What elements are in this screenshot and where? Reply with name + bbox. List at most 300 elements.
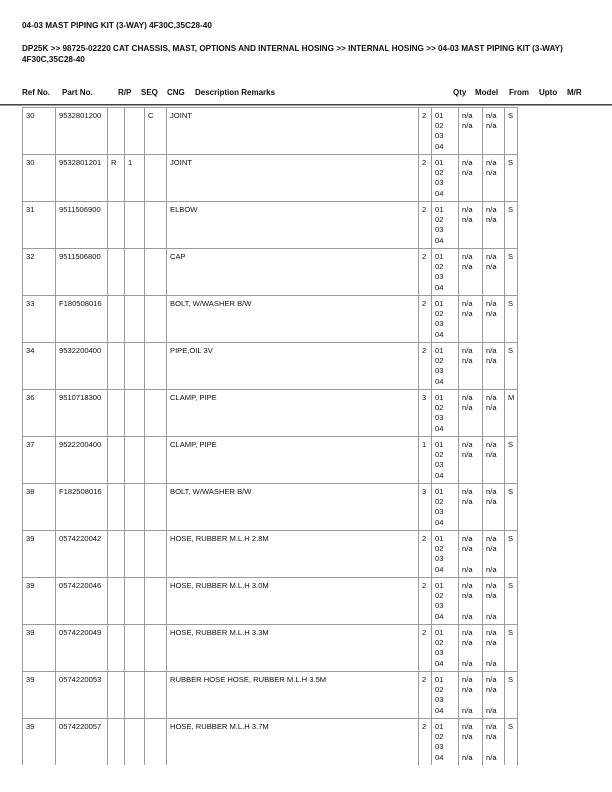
table-row bbox=[23, 578, 518, 625]
cell-model bbox=[432, 202, 459, 249]
cell-part: 9532801201 bbox=[56, 155, 108, 202]
cell-qty: 2 bbox=[419, 672, 432, 719]
model-value: 02 bbox=[435, 638, 444, 648]
cell-mr: S bbox=[505, 578, 518, 625]
cell-ref: 39 bbox=[23, 531, 56, 578]
cell-desc: HOSE, RUBBER M.L.H 2.8M bbox=[167, 531, 419, 578]
from-value: n/a bbox=[462, 685, 473, 695]
upto-value: n/a bbox=[486, 346, 497, 355]
upto-value: n/a bbox=[486, 121, 497, 131]
cell-cng bbox=[145, 202, 167, 249]
table-row bbox=[23, 672, 518, 719]
cell-model bbox=[432, 296, 459, 343]
col-rp: R/P bbox=[118, 88, 132, 97]
cell-upto bbox=[483, 390, 505, 437]
cell-desc: HOSE, RUBBER M.L.H 3.7M bbox=[167, 719, 419, 766]
upto-value bbox=[486, 283, 501, 293]
cell-seq: 1 bbox=[125, 155, 145, 202]
cell-qty: 2 bbox=[419, 155, 432, 202]
cell-ref: 33 bbox=[23, 296, 56, 343]
table-row bbox=[23, 484, 518, 531]
upto-value: n/a bbox=[486, 611, 497, 621]
cell-from bbox=[459, 578, 483, 625]
table-row bbox=[23, 343, 518, 390]
from-value: n/a bbox=[462, 309, 473, 319]
table-row bbox=[23, 202, 518, 249]
from-value bbox=[462, 131, 479, 141]
from-value bbox=[462, 189, 479, 199]
cell-model bbox=[432, 390, 459, 437]
model-value: 04 bbox=[435, 611, 444, 621]
cell-from bbox=[459, 202, 483, 249]
cell-seq bbox=[125, 249, 145, 296]
from-value bbox=[462, 272, 479, 282]
model-value: 04 bbox=[435, 376, 444, 386]
cell-cng bbox=[145, 672, 167, 719]
model-value: 02 bbox=[435, 403, 444, 413]
from-value: n/a bbox=[462, 393, 473, 402]
cell-part: 0574220046 bbox=[56, 578, 108, 625]
cell-from bbox=[459, 531, 483, 578]
upto-value: n/a bbox=[486, 752, 497, 762]
from-value: n/a bbox=[462, 440, 473, 449]
cell-ref: 39 bbox=[23, 672, 56, 719]
model-value: 04 bbox=[435, 752, 444, 762]
table-row bbox=[23, 108, 518, 155]
cell-desc: BOLT, W/WASHER B/W bbox=[167, 296, 419, 343]
model-value: 02 bbox=[435, 215, 444, 225]
model-value: 02 bbox=[435, 497, 444, 507]
from-value bbox=[462, 225, 479, 235]
upto-value bbox=[486, 695, 501, 705]
cell-seq bbox=[125, 390, 145, 437]
cell-from bbox=[459, 484, 483, 531]
cell-rp bbox=[108, 390, 125, 437]
cell-seq bbox=[125, 202, 145, 249]
from-value: n/a bbox=[462, 628, 473, 637]
col-upto: Upto bbox=[539, 88, 558, 97]
cell-rp bbox=[108, 343, 125, 390]
col-from: From bbox=[509, 88, 529, 97]
cell-qty: 2 bbox=[419, 108, 432, 155]
cell-cng bbox=[145, 343, 167, 390]
cell-qty: 3 bbox=[419, 390, 432, 437]
table-header bbox=[0, 88, 612, 100]
upto-value: n/a bbox=[486, 309, 497, 319]
cell-qty: 2 bbox=[419, 249, 432, 296]
upto-value bbox=[486, 742, 501, 752]
cell-seq bbox=[125, 437, 145, 484]
cell-mr: S bbox=[505, 625, 518, 672]
upto-value bbox=[486, 142, 501, 152]
model-value: 03 bbox=[435, 131, 444, 141]
cell-qty: 2 bbox=[419, 578, 432, 625]
model-value: 03 bbox=[435, 460, 444, 470]
upto-value: n/a bbox=[486, 534, 497, 543]
col-part-no: Part No. bbox=[62, 88, 93, 97]
model-value: 02 bbox=[435, 309, 444, 319]
model-value: 04 bbox=[435, 705, 444, 715]
cell-mr: S bbox=[505, 484, 518, 531]
cell-model bbox=[432, 108, 459, 155]
upto-value bbox=[486, 272, 501, 282]
from-value bbox=[462, 424, 479, 434]
cell-desc: JOINT bbox=[167, 108, 419, 155]
upto-value: n/a bbox=[486, 205, 497, 214]
upto-value: n/a bbox=[486, 393, 497, 402]
from-value bbox=[462, 460, 479, 470]
from-value: n/a bbox=[462, 638, 473, 648]
cell-from bbox=[459, 343, 483, 390]
upto-value: n/a bbox=[486, 403, 497, 413]
breadcrumb: DP25K >> 98725-02220 CAT CHASSIS, MAST, OPTIONS AND INTERNAL HOSING >> INTERNAL HOSING >> 04-03 MAST PIPING KIT (3-WAY) 4F30C,35C28-40 bbox=[22, 44, 563, 64]
cell-ref: 30 bbox=[23, 108, 56, 155]
parts-table bbox=[22, 107, 518, 765]
cell-qty: 1 bbox=[419, 437, 432, 484]
table-row bbox=[23, 625, 518, 672]
model-value: 04 bbox=[435, 658, 444, 668]
cell-rp bbox=[108, 437, 125, 484]
cell-rp bbox=[108, 296, 125, 343]
cell-model bbox=[432, 155, 459, 202]
cell-cng bbox=[145, 155, 167, 202]
from-value: n/a bbox=[462, 544, 473, 554]
model-value: 04 bbox=[435, 517, 444, 527]
cell-seq bbox=[125, 108, 145, 155]
from-value: n/a bbox=[462, 111, 473, 120]
cell-upto bbox=[483, 484, 505, 531]
from-value bbox=[462, 142, 479, 152]
cell-model bbox=[432, 719, 459, 766]
cell-part: 0574220049 bbox=[56, 625, 108, 672]
cell-ref: 31 bbox=[23, 202, 56, 249]
cell-upto bbox=[483, 296, 505, 343]
cell-from bbox=[459, 437, 483, 484]
cell-model bbox=[432, 249, 459, 296]
model-value: 01 bbox=[435, 205, 444, 214]
cell-part: 9522200400 bbox=[56, 437, 108, 484]
model-value: 04 bbox=[435, 282, 444, 292]
cell-mr: S bbox=[505, 296, 518, 343]
upto-value bbox=[486, 471, 501, 481]
cell-cng bbox=[145, 484, 167, 531]
cell-seq bbox=[125, 578, 145, 625]
model-value: 03 bbox=[435, 742, 444, 752]
model-value: 03 bbox=[435, 225, 444, 235]
cell-desc: CLAMP, PIPE bbox=[167, 437, 419, 484]
cell-mr: S bbox=[505, 672, 518, 719]
cell-upto bbox=[483, 155, 505, 202]
model-value: 03 bbox=[435, 319, 444, 329]
cell-upto bbox=[483, 343, 505, 390]
from-value bbox=[462, 742, 479, 752]
cell-rp bbox=[108, 719, 125, 766]
upto-value: n/a bbox=[486, 497, 497, 507]
upto-value bbox=[486, 554, 501, 564]
cell-qty: 2 bbox=[419, 719, 432, 766]
cell-upto bbox=[483, 531, 505, 578]
upto-value bbox=[486, 366, 501, 376]
cell-mr: S bbox=[505, 719, 518, 766]
from-value: n/a bbox=[462, 722, 473, 731]
cell-ref: 39 bbox=[23, 625, 56, 672]
cell-rp bbox=[108, 578, 125, 625]
cell-seq bbox=[125, 625, 145, 672]
from-value: n/a bbox=[462, 262, 473, 272]
page-title: 04-03 MAST PIPING KIT (3-WAY) 4F30C,35C28-40 bbox=[22, 21, 212, 30]
cell-model bbox=[432, 672, 459, 719]
col-ref-no: Ref No. bbox=[22, 88, 50, 97]
cell-part: 9511506800 bbox=[56, 249, 108, 296]
model-value: 03 bbox=[435, 272, 444, 282]
cell-cng bbox=[145, 625, 167, 672]
from-value: n/a bbox=[462, 403, 473, 413]
cell-ref: 34 bbox=[23, 343, 56, 390]
upto-value bbox=[486, 236, 501, 246]
from-value bbox=[462, 601, 479, 611]
from-value bbox=[462, 554, 479, 564]
col-mr: M/R bbox=[567, 88, 582, 97]
model-value: 03 bbox=[435, 601, 444, 611]
model-value: 01 bbox=[435, 440, 444, 449]
cell-part: 0574220053 bbox=[56, 672, 108, 719]
from-value: n/a bbox=[462, 168, 473, 178]
from-value bbox=[462, 236, 479, 246]
from-value: n/a bbox=[462, 581, 473, 590]
cell-upto bbox=[483, 672, 505, 719]
from-value: n/a bbox=[462, 346, 473, 355]
from-value bbox=[462, 366, 479, 376]
model-value: 04 bbox=[435, 235, 444, 245]
cell-qty: 2 bbox=[419, 343, 432, 390]
cell-ref: 38 bbox=[23, 484, 56, 531]
cell-cng bbox=[145, 531, 167, 578]
from-value: n/a bbox=[462, 591, 473, 601]
upto-value: n/a bbox=[486, 658, 497, 668]
model-value: 01 bbox=[435, 628, 444, 637]
cell-upto bbox=[483, 108, 505, 155]
cell-rp bbox=[108, 484, 125, 531]
cell-rp bbox=[108, 202, 125, 249]
model-value: 01 bbox=[435, 252, 444, 261]
model-value: 03 bbox=[435, 366, 444, 376]
from-value bbox=[462, 178, 479, 188]
upto-value: n/a bbox=[486, 628, 497, 637]
model-value: 04 bbox=[435, 141, 444, 151]
cell-upto bbox=[483, 625, 505, 672]
model-value: 03 bbox=[435, 413, 444, 423]
cell-upto bbox=[483, 249, 505, 296]
cell-desc: PIPE,OIL 3V bbox=[167, 343, 419, 390]
upto-value: n/a bbox=[486, 158, 497, 167]
table-row bbox=[23, 155, 518, 202]
cell-ref: 39 bbox=[23, 719, 56, 766]
upto-value: n/a bbox=[486, 732, 497, 742]
upto-value bbox=[486, 330, 501, 340]
model-value: 04 bbox=[435, 188, 444, 198]
model-value: 03 bbox=[435, 554, 444, 564]
cell-rp bbox=[108, 625, 125, 672]
model-value: 03 bbox=[435, 178, 444, 188]
cell-from bbox=[459, 249, 483, 296]
model-value: 04 bbox=[435, 423, 444, 433]
upto-value bbox=[486, 424, 501, 434]
cell-rp: R bbox=[108, 155, 125, 202]
upto-value bbox=[486, 319, 501, 329]
upto-value bbox=[486, 225, 501, 235]
col-model: Model bbox=[475, 88, 499, 97]
cell-from bbox=[459, 155, 483, 202]
cell-cng bbox=[145, 578, 167, 625]
cell-model bbox=[432, 578, 459, 625]
cell-cng bbox=[145, 296, 167, 343]
from-value bbox=[462, 471, 479, 481]
from-value: n/a bbox=[462, 158, 473, 167]
upto-value bbox=[486, 131, 501, 141]
cell-mr: S bbox=[505, 108, 518, 155]
model-value: 01 bbox=[435, 581, 444, 590]
model-value: 03 bbox=[435, 507, 444, 517]
from-value: n/a bbox=[462, 356, 473, 366]
upto-value: n/a bbox=[486, 356, 497, 366]
model-value: 02 bbox=[435, 544, 444, 554]
upto-value bbox=[486, 601, 501, 611]
upto-value bbox=[486, 507, 501, 517]
cell-rp bbox=[108, 531, 125, 578]
from-value: n/a bbox=[462, 299, 473, 308]
cell-mr: S bbox=[505, 437, 518, 484]
cell-part: 0574220057 bbox=[56, 719, 108, 766]
cell-desc: BOLT, W/WASHER B/W bbox=[167, 484, 419, 531]
from-value bbox=[462, 283, 479, 293]
from-value: n/a bbox=[462, 121, 473, 131]
upto-value: n/a bbox=[486, 215, 497, 225]
cell-rp bbox=[108, 672, 125, 719]
cell-from bbox=[459, 108, 483, 155]
cell-seq bbox=[125, 296, 145, 343]
model-value: 02 bbox=[435, 262, 444, 272]
model-value: 01 bbox=[435, 722, 444, 731]
upto-value: n/a bbox=[486, 544, 497, 554]
table-row bbox=[23, 390, 518, 437]
model-value: 01 bbox=[435, 346, 444, 355]
cell-cng bbox=[145, 390, 167, 437]
cell-upto bbox=[483, 202, 505, 249]
model-value: 02 bbox=[435, 450, 444, 460]
upto-value: n/a bbox=[486, 705, 497, 715]
model-value: 03 bbox=[435, 695, 444, 705]
upto-value bbox=[486, 178, 501, 188]
cell-cng bbox=[145, 249, 167, 296]
from-value: n/a bbox=[462, 450, 473, 460]
cell-mr: S bbox=[505, 155, 518, 202]
table-row bbox=[23, 296, 518, 343]
upto-value: n/a bbox=[486, 450, 497, 460]
cell-rp bbox=[108, 108, 125, 155]
from-value: n/a bbox=[462, 732, 473, 742]
cell-upto bbox=[483, 437, 505, 484]
upto-value: n/a bbox=[486, 675, 497, 684]
upto-value: n/a bbox=[486, 722, 497, 731]
table-row bbox=[23, 719, 518, 766]
cell-ref: 39 bbox=[23, 578, 56, 625]
model-value: 01 bbox=[435, 299, 444, 308]
cell-qty: 2 bbox=[419, 202, 432, 249]
cell-desc: JOINT bbox=[167, 155, 419, 202]
model-value: 01 bbox=[435, 158, 444, 167]
upto-value: n/a bbox=[486, 111, 497, 120]
model-value: 03 bbox=[435, 648, 444, 658]
upto-value bbox=[486, 518, 501, 528]
cell-ref: 37 bbox=[23, 437, 56, 484]
cell-qty: 3 bbox=[419, 484, 432, 531]
from-value: n/a bbox=[462, 252, 473, 261]
cell-desc: CLAMP, PIPE bbox=[167, 390, 419, 437]
model-value: 01 bbox=[435, 111, 444, 120]
model-value: 04 bbox=[435, 329, 444, 339]
upto-value: n/a bbox=[486, 591, 497, 601]
from-value: n/a bbox=[462, 534, 473, 543]
upto-value: n/a bbox=[486, 440, 497, 449]
from-value: n/a bbox=[462, 497, 473, 507]
cell-desc: CAP bbox=[167, 249, 419, 296]
from-value bbox=[462, 695, 479, 705]
cell-qty: 2 bbox=[419, 625, 432, 672]
from-value: n/a bbox=[462, 752, 473, 762]
from-value: n/a bbox=[462, 205, 473, 214]
cell-from bbox=[459, 296, 483, 343]
upto-value: n/a bbox=[486, 262, 497, 272]
cell-qty: 2 bbox=[419, 531, 432, 578]
col-seq: SEQ bbox=[141, 88, 158, 97]
model-value: 01 bbox=[435, 393, 444, 402]
upto-value: n/a bbox=[486, 685, 497, 695]
cell-cng: C bbox=[145, 108, 167, 155]
table-row bbox=[23, 437, 518, 484]
cell-model bbox=[432, 437, 459, 484]
cell-seq bbox=[125, 484, 145, 531]
cell-mr: S bbox=[505, 202, 518, 249]
table-row bbox=[23, 249, 518, 296]
upto-value: n/a bbox=[486, 487, 497, 496]
from-value: n/a bbox=[462, 611, 473, 621]
cell-model bbox=[432, 531, 459, 578]
from-value bbox=[462, 648, 479, 658]
col-cng: CNG bbox=[167, 88, 185, 97]
cell-model bbox=[432, 625, 459, 672]
cell-desc: HOSE, RUBBER M.L.H 3.0M bbox=[167, 578, 419, 625]
cell-mr: S bbox=[505, 531, 518, 578]
from-value bbox=[462, 330, 479, 340]
cell-part: 0574220042 bbox=[56, 531, 108, 578]
cell-part: F182508016 bbox=[56, 484, 108, 531]
cell-part: 9511506900 bbox=[56, 202, 108, 249]
cell-model bbox=[432, 343, 459, 390]
cell-seq bbox=[125, 343, 145, 390]
cell-desc: RUBBER HOSE HOSE, RUBBER M.L.H 3.5M bbox=[167, 672, 419, 719]
model-value: 02 bbox=[435, 685, 444, 695]
model-value: 01 bbox=[435, 487, 444, 496]
cell-part: 9532801200 bbox=[56, 108, 108, 155]
upto-value bbox=[486, 189, 501, 199]
cell-seq bbox=[125, 719, 145, 766]
col-qty: Qty bbox=[453, 88, 467, 97]
from-value: n/a bbox=[462, 564, 473, 574]
cell-part: F180508016 bbox=[56, 296, 108, 343]
from-value bbox=[462, 413, 479, 423]
cell-seq bbox=[125, 672, 145, 719]
cell-upto bbox=[483, 719, 505, 766]
